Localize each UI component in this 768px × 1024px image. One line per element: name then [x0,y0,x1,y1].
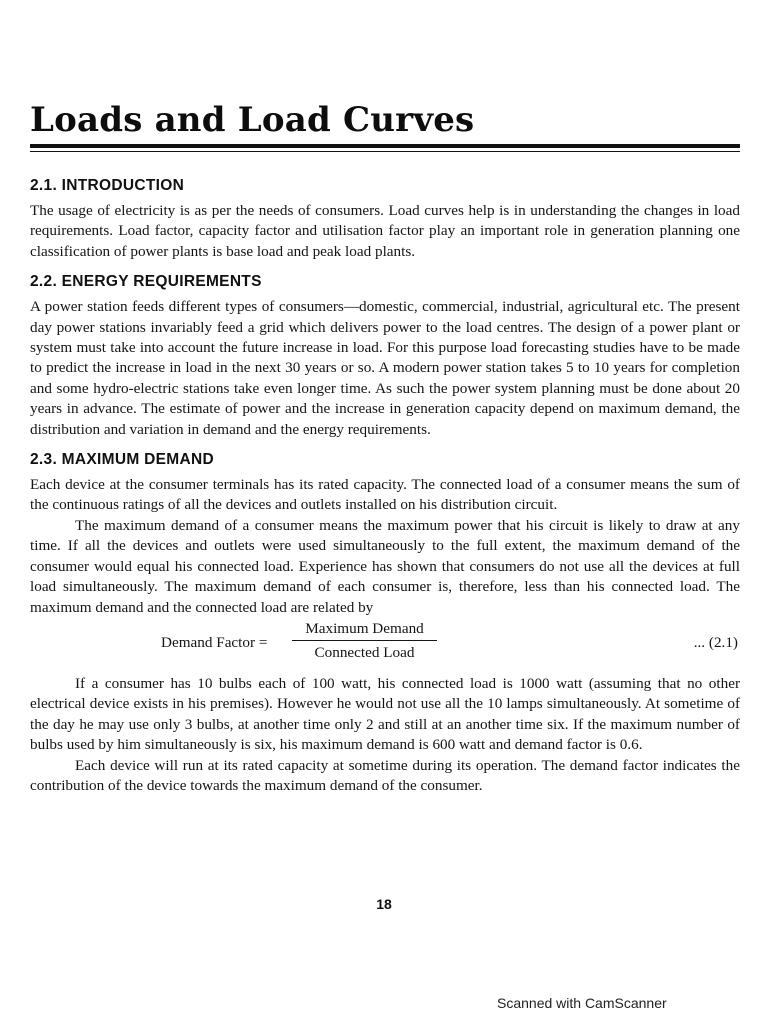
paragraph: Each device at the consumer terminals has its rated capacity. The connected load of a consumer means the sum of the continuous ratings of all the devices and outlets installed on his distribution circuit. [30,476,740,514]
paragraph: Each device will run at its rated capacity at sometime during its operation. The demand factor indicates the contribution of the device towards the maximum demand of the consumer. [30,756,740,794]
paragraph: The usage of electricity is as per the needs of consumers. Load curves help is in understanding the changes in load requirements. Load factor, capacity factor and utilisation factor play an important role in generation planning one classification of power plants is base load and peak load plants. [30,202,740,260]
scanner-watermark: Scanned with CamScanner [497,995,667,1011]
document-body [30,176,740,806]
section-heading: 2.2. ENERGY REQUIREMENTS [30,273,262,291]
section-heading: 2.1. INTRODUCTION [30,177,185,194]
demand-factor-equation [30,620,740,668]
page-number: 18 [376,896,392,912]
paragraph: The maximum demand of a consumer means the maximum power that his circuit is likely to draw at any time. If all the devices and outlets were used simultaneously to the full extent, the maximum demand of the consumer would equal his connected load. Experience has shown that consumers do not use all the devices at full load simultaneously. The maximum demand of each consumer is, therefore, less than his connected load. The maximum demand and the connected load are related by [30,516,740,616]
paragraph: If a consumer has 10 bulbs each of 100 watt, his connected load is 1000 watt (assuming that no other electrical device exists in his premises). However he would not use all the 10 lamps simultaneously. At sometime of the day he may use only 3 bulbs, at another time only 2 and still at an another time six. If the maximum number of bulbs used by him simultaneously is six, his maximum demand is 600 watt and demand factor is 0.6. [30,674,740,754]
equation-number: ... (2.1) [693,633,738,651]
section-introduction [30,176,740,262]
paragraph: A power station feeds different types of consumers—domestic, commercial, industrial, agricultural etc. The present day power stations invariably feed a grid which delivers power to the load centres. The design of a power plant or system must take into account the future increase in load. For this purpose load forecasting studies have to be made to predict the increase in load in the next 30 years or so. A modern power station takes 5 to 10 years for completion and some hydro-electric stations take even longer time. As such the power system planning must be done about 20 years in advance. The estimate of power and the increase in generation capacity depend on maximum demand, the distribution and variation in demand and the energy requirements. [30,298,740,438]
chapter-title: Loads and Load Curves [30,100,475,140]
title-rule-thin [30,151,740,152]
equation-numerator: Maximum Demand [305,619,424,637]
title-rule-thick [30,144,740,148]
section-heading: 2.3. MAXIMUM DEMAND [30,451,214,469]
section-maximum-demand [30,450,740,796]
equation-fraction [292,620,437,662]
equation-lhs: Demand Factor = [161,633,268,651]
equation-denominator: Connected Load [314,643,415,661]
section-energy-requirements [30,272,740,440]
